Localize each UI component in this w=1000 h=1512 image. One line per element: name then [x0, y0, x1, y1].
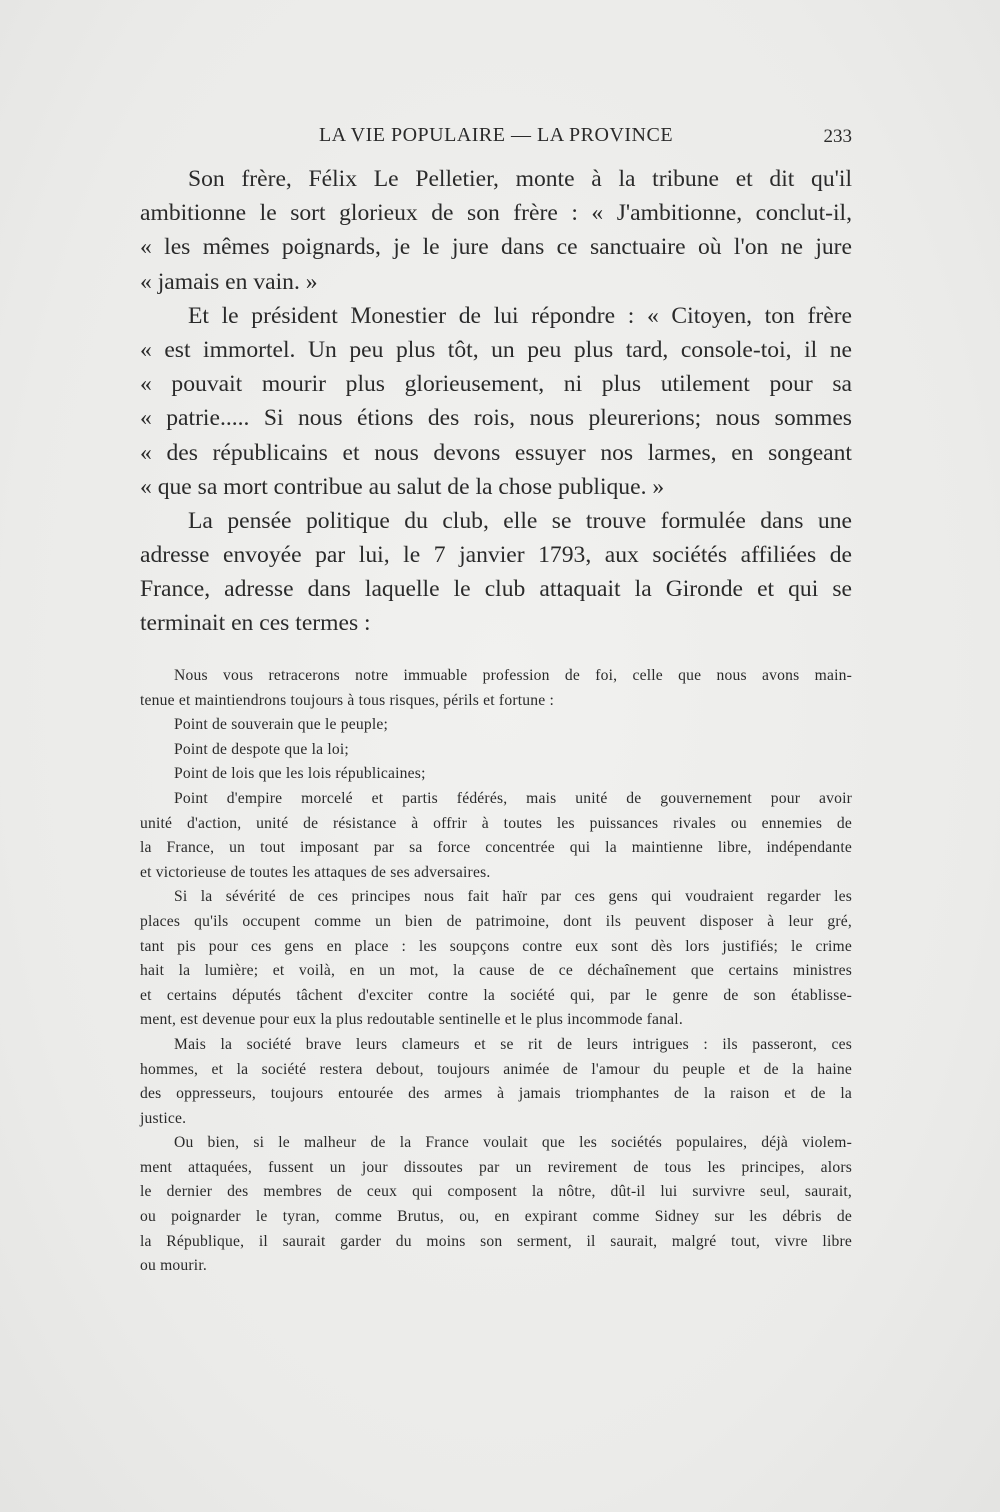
quote-text-line: ou poignarder le tyran, comme Brutus, ou, en expirant comme Sidney sur les débris de	[140, 1208, 852, 1226]
body-text-line: adresse envoyée par lui, le 7 janvier 1793, aux sociétés affiliées de	[140, 542, 852, 569]
body-text-line: « jamais en vain. »	[140, 268, 318, 295]
quote-text-line: Mais la société brave leurs clameurs et se rit de leurs intrigues : ils passeront, ces	[174, 1035, 852, 1053]
quote-text-line: Point d'empire morcelé et partis fédérés, mais unité de gouvernement pour avoir	[174, 789, 852, 807]
body-text-line: « pouvait mourir plus glorieusement, ni plus utilement pour sa	[140, 371, 852, 398]
body-text-line: La pensée politique du club, elle se trouve formulée dans une	[188, 507, 852, 534]
quote-text-line: Point de souverain que le peuple;	[174, 716, 389, 734]
quote-text-line: tant pis pour ces gens en place : les soupçons contre eux sont dès lors justifiés; le crime	[140, 937, 852, 955]
quote-text-line: justice.	[140, 1109, 187, 1127]
quote-text-line: la République, il saurait garder du moins son serment, il saurait, malgré tout, vivre libre	[140, 1232, 852, 1250]
quote-text-line: Si la sévérité de ces principes nous fait haïr par ces gens qui voudraient regarder les	[174, 888, 852, 906]
body-text-line: Et le président Monestier de lui répondre : « Citoyen, ton frère	[188, 302, 852, 329]
quote-text-line: Point de lois que les lois républicaines;	[174, 765, 426, 783]
body-text-line: « est immortel. Un peu plus tôt, un peu plus tard, console-toi, il ne	[140, 336, 852, 363]
body-text-line: « que sa mort contribue au salut de la chose publique. »	[140, 473, 665, 500]
body-text-line: « patrie..... Si nous étions des rois, nous pleurerions; nous sommes	[140, 405, 852, 432]
body-text-line: Son frère, Félix Le Pelletier, monte à la tribune et dit qu'il	[188, 166, 852, 192]
quote-text-line: tenue et maintiendrons toujours à tous risques, périls et fortune :	[140, 691, 554, 709]
body-text-line: terminait en ces termes :	[140, 610, 371, 637]
quote-text-line: ment attaquées, fussent un jour dissoutes par un revirement de tous les principes, alors	[140, 1158, 852, 1176]
main-body-text	[140, 162, 852, 641]
quote-text-line: la France, un tout imposant par sa force concentrée qui la maintienne libre, indépendante	[140, 839, 852, 857]
quote-text-line: unité d'action, unité de résistance à offrir à toutes les puissances rivales ou ennemies de	[140, 814, 852, 832]
body-text-line: « les mêmes poignards, je le jure dans ce sanctuaire où l'on ne jure	[140, 234, 852, 261]
page-number: 233	[823, 126, 852, 147]
quote-text-line: et certains députés tâchent d'exciter contre la société qui, par le genre de son établisse-	[140, 986, 852, 1004]
quote-text-line: et victorieuse de toutes les attaques de ses adversaires.	[140, 863, 491, 881]
body-text-line: « des républicains et nous devons essuyer nos larmes, en songeant	[140, 439, 852, 466]
quote-text-line: places qu'ils occupent comme un bien de patrimoine, dont ils peuvent disposer à leur gré,	[140, 912, 852, 930]
quote-text-line: le dernier des membres de ceux qui composent la nôtre, dût-il lui survivre seul, saurait,	[140, 1183, 852, 1201]
running-head: LA VIE POPULAIRE — LA PROVINCE	[318, 124, 674, 146]
quote-text-line: hommes, et la société restera debout, toujours animée de l'amour du peuple et de la haine	[140, 1060, 852, 1078]
quote-text-line: Ou bien, si le malheur de la France voulait que les sociétés populaires, déjà violem-	[174, 1134, 852, 1152]
page-header	[140, 122, 852, 152]
body-text-line: France, adresse dans laquelle le club attaquait la Gironde et qui se	[140, 576, 852, 603]
quote-text-line: hait la lumière; et voilà, en un mot, la cause de ce déchaînement que certains ministres	[140, 962, 852, 980]
quote-text-line: des oppresseurs, toujours entourée des armes à jamais triomphantes de la raison et de la	[140, 1085, 852, 1103]
quote-text-line: Nous vous retracerons notre immuable profession de foi, celle que nous avons main-	[174, 667, 852, 684]
body-text-line: ambitionne le sort glorieux de son frère : « J'ambitionne, conclut-il,	[140, 200, 852, 227]
quoted-address	[140, 664, 852, 1279]
quote-text-line: ment, est devenue pour eux la plus redoutable sentinelle et le plus incommode fanal.	[140, 1011, 683, 1029]
quote-text-line: ou mourir.	[140, 1257, 207, 1275]
quote-text-line: Point de despote que la loi;	[174, 740, 349, 758]
